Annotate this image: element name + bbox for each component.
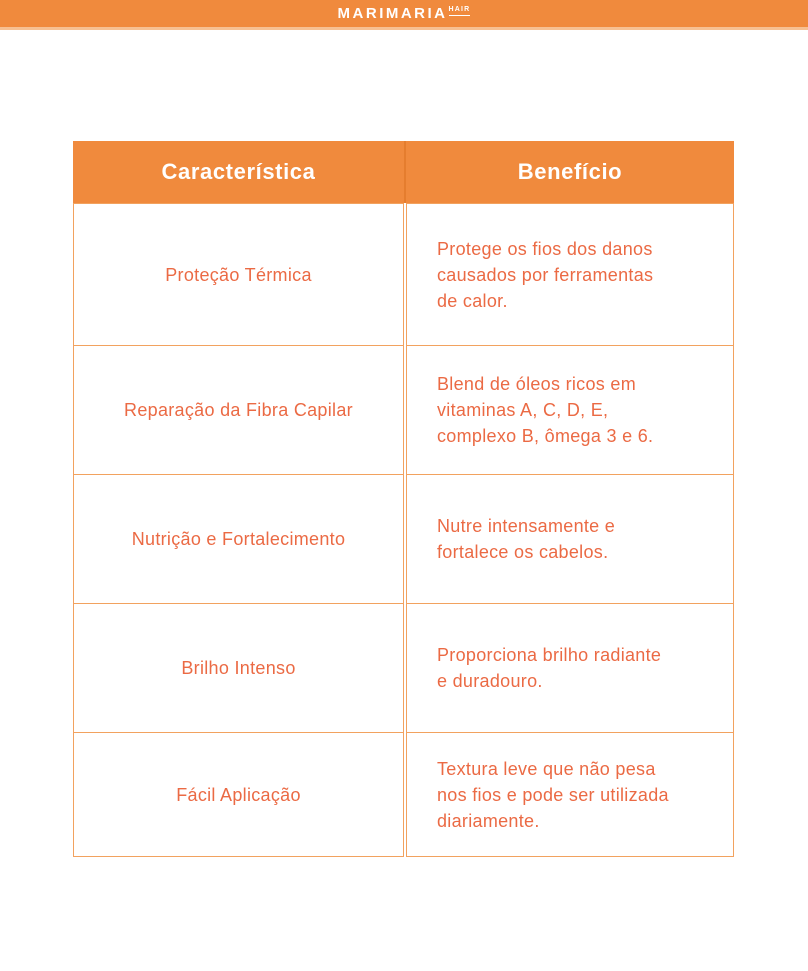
- feature-cell: Fácil Aplicação: [73, 732, 404, 857]
- feature-cell: Nutrição e Fortalecimento: [73, 474, 404, 604]
- column-header-caracteristica: Característica: [73, 141, 404, 203]
- brand-sub-label: HAIR: [449, 6, 471, 16]
- column-header-beneficio: Benefício: [406, 141, 734, 203]
- benefit-cell: [406, 203, 734, 346]
- table-row: [73, 345, 734, 475]
- table-body: [73, 203, 734, 857]
- table-row: [73, 474, 734, 604]
- brand-logo: [338, 6, 471, 21]
- feature-cell: Proteção Térmica: [73, 203, 404, 346]
- comparison-table: [73, 141, 734, 857]
- table-header-row: [73, 141, 734, 203]
- feature-cell: Brilho Intenso: [73, 603, 404, 733]
- table-row: [73, 603, 734, 733]
- benefit-cell: [406, 474, 734, 604]
- benefit-cell: [406, 345, 734, 475]
- brand-name: MARIMARIA: [337, 5, 448, 22]
- benefit-cell: [406, 732, 734, 857]
- benefit-text: Nutre intensamente e fortalece os cabelos.: [437, 516, 616, 562]
- benefit-cell: [406, 603, 734, 733]
- table-row: [73, 203, 734, 346]
- table-row: [73, 732, 734, 857]
- benefit-text: Proporciona brilho radiante e duradouro.: [437, 645, 662, 691]
- benefit-text: Blend de óleos ricos em vitaminas A, C, D, E, complexo B, ômega 3 e 6.: [437, 374, 654, 446]
- top-brand-bar: [0, 0, 808, 30]
- benefit-text: Textura leve que não pesa nos fios e pode ser utilizada diariamente.: [437, 758, 669, 831]
- benefit-text: Protege os fios dos danos causados por ferramentas de calor.: [437, 238, 654, 311]
- feature-cell: Reparação da Fibra Capilar: [73, 345, 404, 475]
